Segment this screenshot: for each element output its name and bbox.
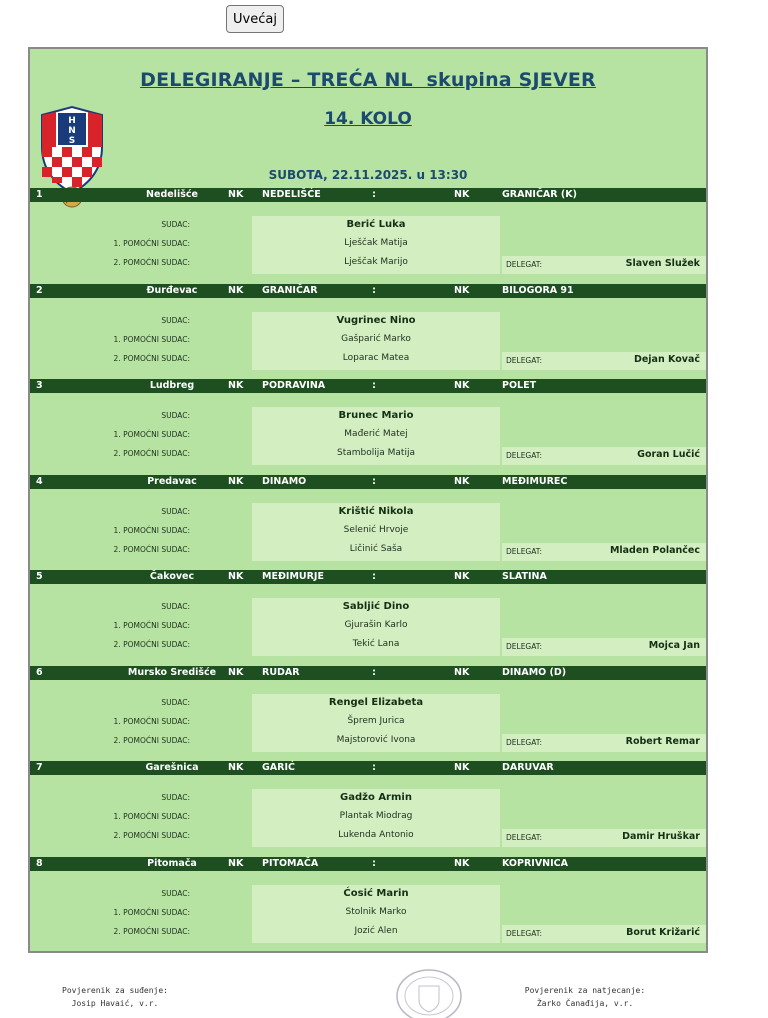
page-title: DELEGIRANJE – TREĆA NL skupina SJEVER: [140, 69, 596, 91]
home-team: DINAMO: [262, 476, 307, 487]
away-nk-label: NK: [454, 858, 470, 869]
score-separator: :: [372, 476, 376, 487]
match-number: 1: [36, 189, 43, 200]
assistant2-name: Lukenda Antonio: [338, 830, 414, 840]
delegate-label: DELEGAT:: [506, 547, 543, 556]
away-nk-label: NK: [454, 476, 470, 487]
delegate-label: DELEGAT:: [506, 929, 543, 938]
delegate-label: DELEGAT:: [506, 260, 543, 269]
referee-name: Gadžo Armin: [340, 792, 412, 803]
delegate-name: Goran Lučić: [637, 449, 700, 460]
away-team: BILOGORA 91: [502, 285, 574, 296]
assistant1-name: Šprem Jurica: [347, 716, 405, 726]
assistant1-name: Gašparić Marko: [341, 334, 411, 344]
home-team: NEDELIŠĆE: [262, 189, 321, 200]
assistant2-label: 2. POMOĆNI SUDAC:: [113, 545, 190, 554]
footer-right-title: Povjerenik za natjecanje:: [524, 986, 646, 995]
home-team: MEĐIMURJE: [262, 571, 324, 582]
svg-text:H: H: [68, 116, 76, 126]
away-team: DARUVAR: [502, 762, 554, 773]
delegation-sheet: [28, 47, 708, 953]
home-team: PODRAVINA: [262, 380, 326, 391]
referee-name: Sabljić Dino: [342, 601, 410, 612]
home-nk-label: NK: [228, 380, 244, 391]
score-separator: :: [372, 285, 376, 296]
assistant1-name: Plantak Miodrag: [339, 811, 413, 821]
footer-competition-commissioner: [500, 984, 670, 1010]
score-separator: :: [372, 667, 376, 678]
assistant1-label: 1. POMOĆNI SUDAC:: [113, 621, 190, 630]
home-team: GARIĆ: [262, 762, 295, 773]
assistant1-label: 1. POMOĆNI SUDAC:: [113, 526, 190, 535]
svg-text:S: S: [68, 136, 76, 146]
match-number: 4: [36, 476, 43, 487]
svg-text:N: N: [68, 126, 76, 136]
match-header-row: [30, 857, 706, 871]
score-separator: :: [372, 858, 376, 869]
away-nk-label: NK: [454, 571, 470, 582]
assistant1-label: 1. POMOĆNI SUDAC:: [113, 717, 190, 726]
home-nk-label: NK: [228, 571, 244, 582]
assistant2-name: Tekić Lana: [352, 639, 400, 649]
delegate-name: Dejan Kovač: [633, 354, 700, 365]
away-team: GRANIČAR (K): [502, 189, 577, 200]
delegate-label: DELEGAT:: [506, 451, 543, 460]
assistant2-name: Loparac Matea: [342, 353, 410, 363]
score-separator: :: [372, 762, 376, 773]
assistant2-name: Ličinić Saša: [349, 544, 403, 554]
match-header-row: [30, 666, 706, 680]
referee-name: Brunec Mario: [338, 410, 414, 421]
delegate-name: Borut Križarić: [626, 927, 700, 938]
footer-referee-commissioner: [30, 984, 200, 1010]
delegate-name: Mojca Jan: [648, 640, 700, 651]
match-venue: Predavac: [147, 476, 197, 487]
match-number: 2: [36, 285, 43, 296]
match-date: SUBOTA, 22.11.2025. u 13:30: [268, 168, 468, 182]
score-separator: :: [372, 380, 376, 391]
home-nk-label: NK: [228, 858, 244, 869]
referee-name: Berić Luka: [346, 219, 406, 230]
home-team: RUDAR: [262, 667, 300, 678]
assistant1-label: 1. POMOĆNI SUDAC:: [113, 239, 190, 248]
referee-name: Rengel Elizabeta: [328, 697, 424, 708]
away-nk-label: NK: [454, 667, 470, 678]
referee-label: SUDAC:: [161, 507, 190, 516]
assistant1-label: 1. POMOĆNI SUDAC:: [113, 335, 190, 344]
assistant2-label: 2. POMOĆNI SUDAC:: [113, 640, 190, 649]
referee-label: SUDAC:: [161, 793, 190, 802]
referee-name: Ćosić Marin: [343, 888, 409, 899]
assistant1-label: 1. POMOĆNI SUDAC:: [113, 908, 190, 917]
assistant2-label: 2. POMOĆNI SUDAC:: [113, 449, 190, 458]
match-number: 8: [36, 858, 43, 869]
assistant2-name: Jozić Alen: [354, 926, 398, 936]
assistant1-name: Selenić Hrvoje: [343, 525, 409, 535]
assistant1-name: Gjurašin Karlo: [344, 620, 408, 630]
score-separator: :: [372, 189, 376, 200]
home-nk-label: NK: [228, 285, 244, 296]
match-header-row: [30, 379, 706, 393]
round-title: 14. KOLO: [324, 109, 412, 129]
match-header-row: [30, 570, 706, 584]
referee-label: SUDAC:: [161, 698, 190, 707]
away-nk-label: NK: [454, 189, 470, 200]
assistant1-name: Lješčak Matija: [344, 238, 408, 248]
home-team: GRANIČAR: [262, 285, 318, 296]
assistant2-label: 2. POMOĆNI SUDAC:: [113, 831, 190, 840]
match-venue: Ludbreg: [149, 380, 195, 391]
match-number: 3: [36, 380, 43, 391]
delegate-name: Mladen Polančec: [609, 545, 700, 556]
referee-label: SUDAC:: [161, 220, 190, 229]
assistant1-name: Stolnik Marko: [345, 907, 407, 917]
assistant2-name: Stambolija Matija: [337, 448, 415, 458]
assistant2-name: Lješčak Marijo: [344, 257, 408, 267]
home-team: PITOMAČA: [262, 858, 319, 869]
match-venue: Đurđevac: [146, 285, 198, 296]
assistant2-label: 2. POMOĆNI SUDAC:: [113, 354, 190, 363]
match-number: 5: [36, 571, 43, 582]
away-nk-label: NK: [454, 762, 470, 773]
home-nk-label: NK: [228, 667, 244, 678]
referee-name: Vugrinec Nino: [336, 315, 416, 326]
away-team: DINAMO (D): [502, 667, 567, 678]
home-nk-label: NK: [228, 189, 244, 200]
away-team: KOPRIVNICA: [502, 858, 568, 869]
delegate-name: Damir Hruškar: [622, 831, 700, 842]
assistant2-label: 2. POMOĆNI SUDAC:: [113, 736, 190, 745]
official-stamp: [394, 968, 464, 1018]
match-venue: Čakovec: [149, 571, 195, 582]
away-nk-label: NK: [454, 285, 470, 296]
footer-left-title: Povjerenik za suđenje:: [62, 986, 168, 995]
match-number: 6: [36, 667, 43, 678]
footer-right-name: Žarko Čanađija, v.r.: [536, 999, 634, 1008]
delegate-label: DELEGAT:: [506, 642, 543, 651]
home-nk-label: NK: [228, 762, 244, 773]
delegate-name: Slaven Služek: [625, 258, 700, 269]
referee-label: SUDAC:: [161, 411, 190, 420]
assistant2-label: 2. POMOĆNI SUDAC:: [113, 927, 190, 936]
match-number: 7: [36, 762, 43, 773]
assistant1-label: 1. POMOĆNI SUDAC:: [113, 812, 190, 821]
referee-label: SUDAC:: [161, 602, 190, 611]
delegate-label: DELEGAT:: [506, 738, 543, 747]
away-team: POLET: [502, 380, 537, 391]
delegate-name: Robert Remar: [625, 736, 700, 747]
match-header-row: [30, 475, 706, 489]
home-nk-label: NK: [228, 476, 244, 487]
match-venue: Garešnica: [145, 762, 199, 773]
match-header-row: [30, 188, 706, 202]
referee-label: SUDAC:: [161, 316, 190, 325]
assistant2-label: 2. POMOĆNI SUDAC:: [113, 258, 190, 267]
assistant1-name: Mađerić Matej: [344, 429, 408, 439]
delegate-label: DELEGAT:: [506, 833, 543, 842]
away-team: MEĐIMUREC: [502, 476, 568, 487]
match-header-row: [30, 761, 706, 775]
away-nk-label: NK: [454, 380, 470, 391]
footer-left-name: Josip Havaić, v.r.: [71, 999, 159, 1008]
away-team: SLATINA: [502, 571, 547, 582]
referee-label: SUDAC:: [161, 889, 190, 898]
match-venue: Nedelišće: [146, 189, 198, 200]
match-venue: Pitomača: [147, 858, 197, 869]
assistant2-name: Majstorović Ivona: [336, 735, 416, 745]
zoom-button[interactable]: Uvećaj: [226, 5, 284, 33]
score-separator: :: [372, 571, 376, 582]
delegate-label: DELEGAT:: [506, 356, 543, 365]
assistant1-label: 1. POMOĆNI SUDAC:: [113, 430, 190, 439]
referee-name: Krištić Nikola: [338, 506, 414, 517]
match-header-row: [30, 284, 706, 298]
match-venue: Mursko Središće: [127, 667, 217, 678]
